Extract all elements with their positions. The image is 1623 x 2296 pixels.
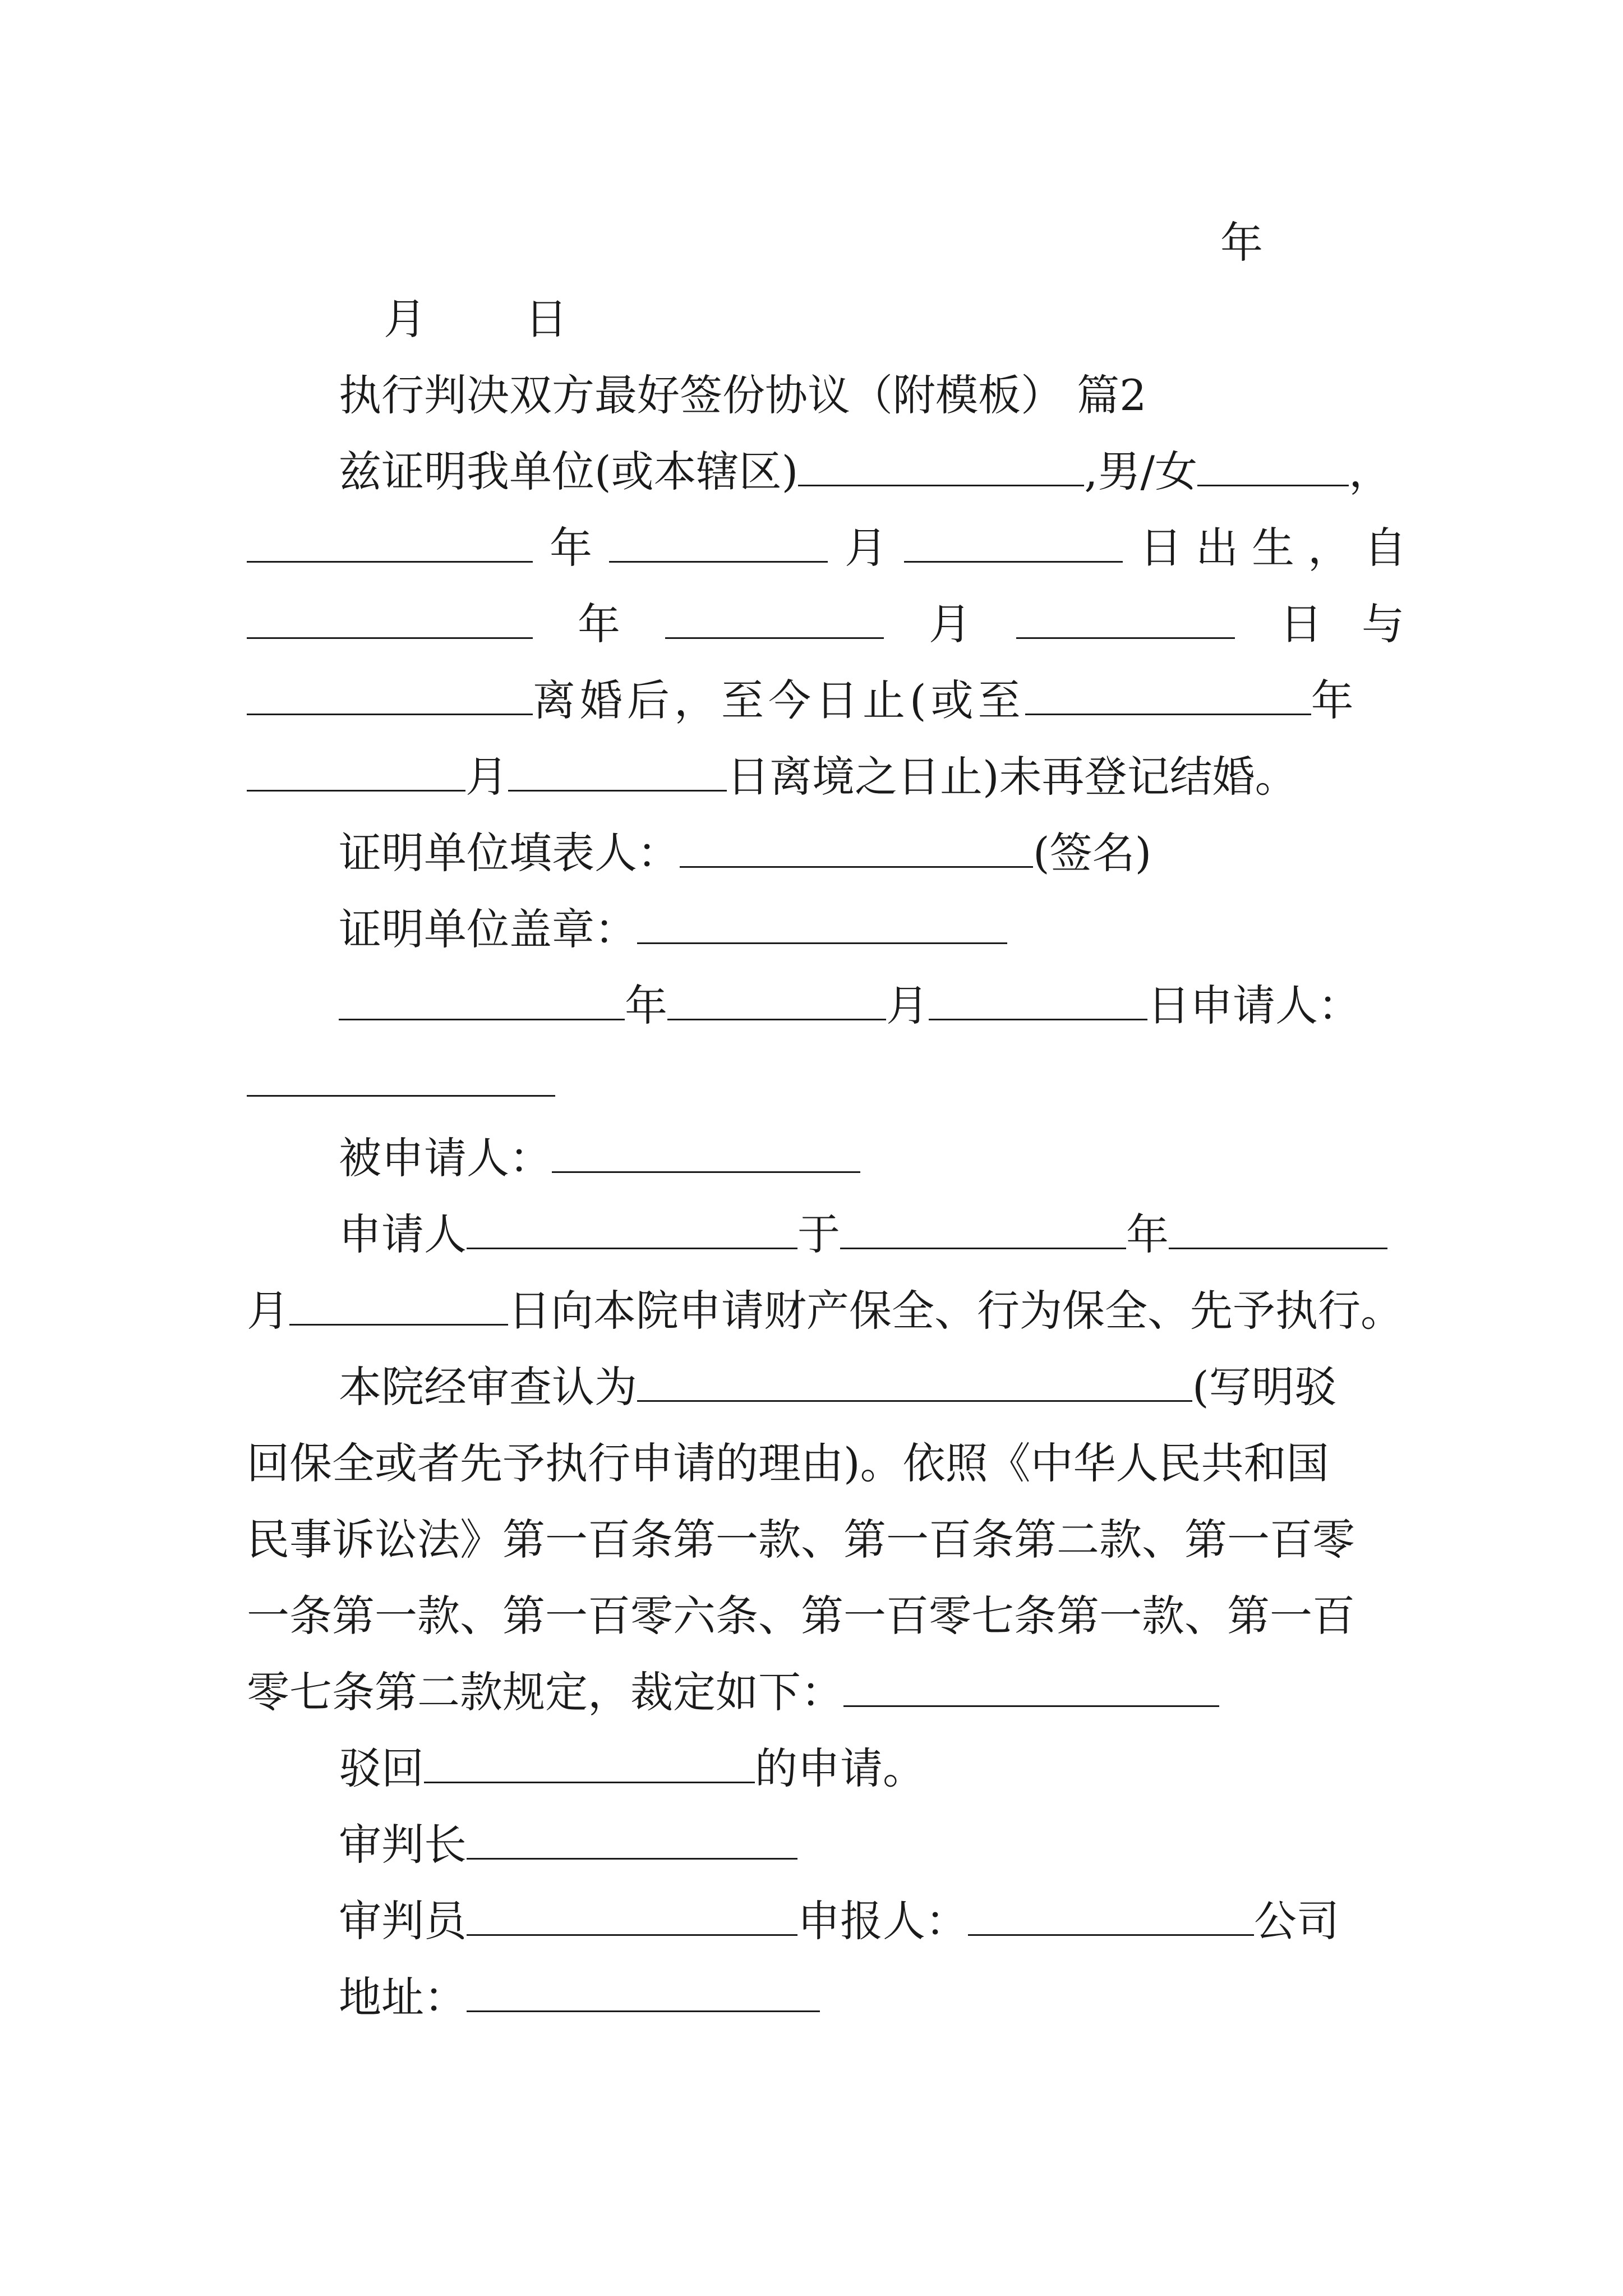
apply-month-blank — [1169, 1208, 1387, 1249]
cert-text: 年 — [1311, 675, 1354, 725]
ruling-text: 民事诉讼法》第一百条第一款、第一百条第二款、第一百零 — [247, 1515, 1355, 1565]
reason-blank — [637, 1361, 1192, 1402]
cert-text: 离婚后，至今日止(或至 — [533, 675, 1025, 725]
header-year — [1220, 212, 1263, 274]
departure-day-blank — [508, 751, 727, 792]
seal-blank — [637, 903, 1007, 944]
ruling-text: (写明驳 — [1192, 1362, 1337, 1412]
applicant-blank — [247, 1056, 555, 1097]
declarant-label: 申报人： — [797, 1896, 968, 1946]
apply-day-blank — [289, 1285, 508, 1326]
ruling-text: 一条第一款、第一百零六条、第一百零七条第一款、第一百 — [247, 1591, 1355, 1641]
divorce-year-blank — [247, 598, 533, 639]
birth-year-blank — [247, 522, 533, 563]
date-month-blank — [667, 979, 886, 1020]
cert-line-2 — [247, 517, 1420, 579]
ruling-text: 月 — [247, 1286, 289, 1336]
company-label: 公司 — [1254, 1896, 1339, 1946]
address-label: 地址： — [339, 1972, 467, 2022]
ruling-text: 申请人 — [339, 1209, 467, 1259]
ruling-line-1 — [339, 1204, 1387, 1266]
ruling-text: 本院经审查认为 — [339, 1362, 637, 1412]
judge-blank — [467, 1895, 797, 1936]
cert-text: 日与 — [1280, 599, 1444, 649]
cert-text: 月 — [465, 752, 508, 802]
rejected-party-blank — [424, 1742, 755, 1783]
name-blank — [798, 445, 1084, 486]
divorce-day-blank — [1016, 598, 1235, 639]
ruling-line-6 — [247, 1585, 1355, 1647]
declarant-blank — [968, 1895, 1254, 1936]
address-blank — [467, 1971, 820, 2012]
header-month-text: 月 — [384, 294, 426, 344]
chief-judge-line — [339, 1814, 797, 1876]
filler-line — [339, 822, 1151, 884]
ruling-line-3 — [339, 1356, 1337, 1418]
date-applicant-line — [339, 975, 1361, 1037]
header-year-text: 年 — [1220, 218, 1263, 268]
section-title — [339, 365, 1147, 426]
cert-text: 月 — [845, 523, 887, 573]
section-title-text: 执行判决双方最好签份协议（附模板） 篇2 — [339, 370, 1147, 420]
cert-text: 月 — [929, 599, 971, 649]
cert-text: ,男/女 — [1084, 447, 1198, 496]
respondent-blank — [552, 1132, 860, 1173]
cert-text: 年 — [625, 981, 667, 1030]
ruling-line-2 — [247, 1280, 1403, 1342]
chief-judge-label: 审判长 — [339, 1820, 467, 1870]
departure-year-blank — [1025, 674, 1311, 715]
cert-line-1 — [339, 441, 1391, 503]
date-day-blank — [929, 979, 1147, 1020]
ruling-text: 回保全或者先予执行申请的理由)。依照《中华人民共和国 — [247, 1438, 1329, 1488]
applicant-name-blank — [467, 1208, 797, 1249]
ruling-text: 年 — [1126, 1209, 1169, 1259]
cert-line-4 — [247, 670, 1354, 731]
respondent-label: 被申请人： — [339, 1133, 552, 1183]
reject-line — [339, 1738, 925, 1800]
birth-month-blank — [609, 522, 828, 563]
applicant-blank-line — [247, 1051, 555, 1113]
ruling-text: 日向本院申请财产保全、行为保全、先予执行。 — [508, 1286, 1403, 1336]
cert-line-3 — [247, 593, 1444, 655]
date-year-blank — [339, 979, 625, 1020]
cert-text: 日离境之日止)未再登记结婚。 — [727, 752, 1298, 802]
filler-sign-label: (签名) — [1033, 828, 1152, 878]
ruling-line-4 — [247, 1433, 1329, 1494]
gender-blank — [1197, 445, 1349, 486]
seal-line — [339, 899, 1007, 960]
address-line — [339, 1967, 820, 2028]
judge-label: 审判员 — [339, 1896, 467, 1946]
header-day-text: 日 — [525, 294, 568, 344]
ruling-line-7 — [247, 1662, 1219, 1723]
divorce-month-blank — [665, 598, 884, 639]
ruling-line-5 — [247, 1509, 1355, 1571]
spouse-name-blank — [247, 674, 533, 715]
birth-day-blank — [904, 522, 1123, 563]
ruling-text: 驳回 — [339, 1743, 424, 1793]
seal-label: 证明单位盖章： — [339, 904, 637, 954]
respondent-line — [339, 1128, 860, 1189]
apply-year-blank — [840, 1208, 1126, 1249]
ruling-text: 于 — [797, 1209, 840, 1259]
departure-month-blank — [247, 751, 465, 792]
judge-declarant-line — [339, 1890, 1339, 1952]
chief-judge-blank — [467, 1819, 797, 1860]
filler-blank — [680, 827, 1033, 868]
cert-text: 年 — [550, 523, 592, 573]
cert-text: 年 — [578, 599, 620, 649]
ruling-result-blank — [843, 1666, 1219, 1707]
cert-text: ， — [1349, 447, 1392, 496]
cert-text: 日出生，自 — [1140, 523, 1420, 573]
filler-label: 证明单位填表人： — [339, 828, 680, 878]
cert-text: 兹证明我单位(或本辖区) — [339, 447, 799, 496]
header-month-day — [384, 288, 568, 350]
ruling-text: 零七条第二款规定，裁定如下： — [247, 1667, 843, 1717]
ruling-text: 的申请。 — [755, 1743, 925, 1793]
cert-line-5 — [247, 746, 1298, 808]
cert-text: 月 — [886, 981, 929, 1030]
cert-text: 日申请人： — [1147, 981, 1361, 1030]
